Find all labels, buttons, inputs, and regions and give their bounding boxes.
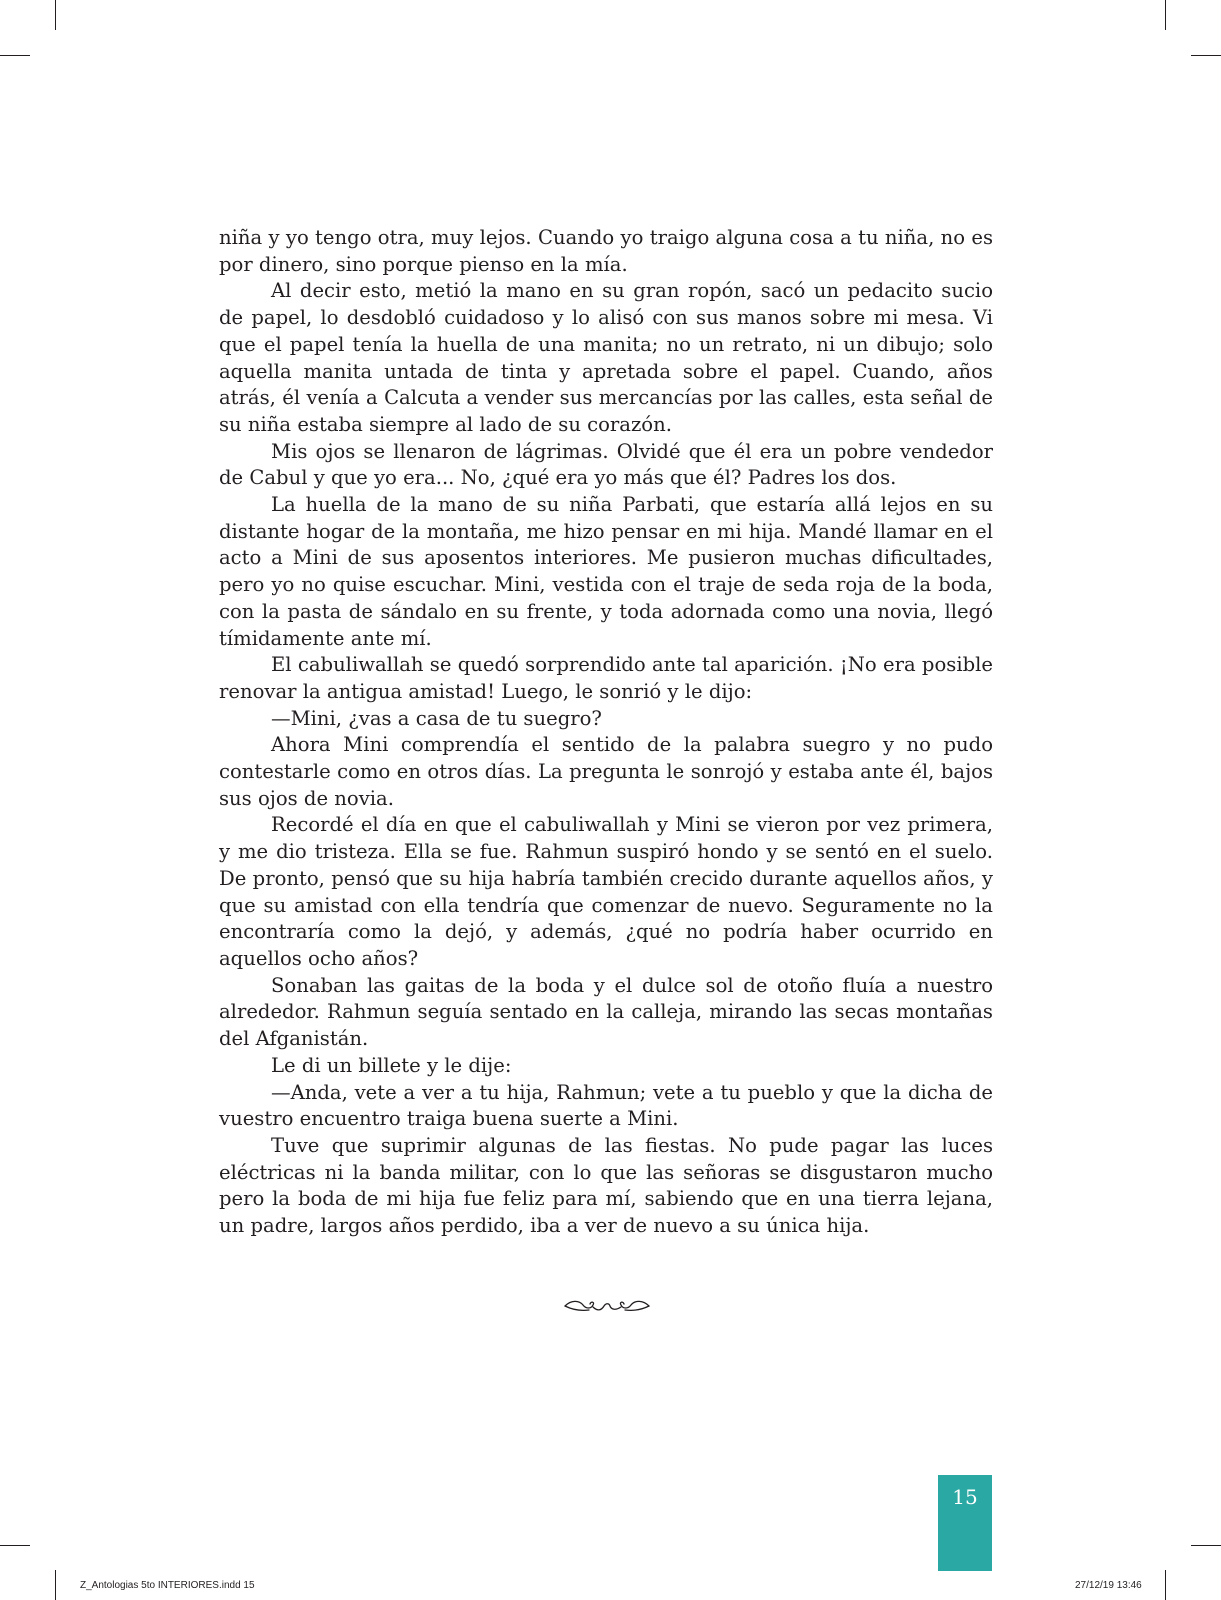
- slug-filename: Z_Antologias 5to INTERIORES.indd 15: [80, 1580, 255, 1591]
- dialogue-line: —Anda, vete a ver a tu hija, Rahmun; vete a tu pueblo y que la dicha de vuestro encuentro traiga buena suerte a Mini.: [219, 1080, 993, 1131]
- paragraph: niña y yo tengo otra, muy lejos. Cuando yo traigo alguna cosa a tu niña, no es por dinero, sino porque pienso en la mía.: [219, 226, 993, 276]
- page-number-tab: [938, 1475, 992, 1571]
- crop-mark-bottom-right-h: [1191, 1545, 1221, 1546]
- body-text: [219, 225, 993, 1240]
- paragraph: Tuve que suprimir algunas de las fiestas. No pude pagar las luces eléctricas ni la banda militar, con lo que las señoras se disgustaron mucho pero la boda de mi hija fue feliz para mí, sabiendo que en una tierra lejana, un padre, largos años perdido, iba a ver de nuevo a su única hija.: [219, 1133, 993, 1238]
- slug-date: 27/12/19 13:46: [1075, 1580, 1142, 1591]
- paragraph: El cabuliwallah se quedó sorprendido ante tal aparición. ¡No era posible renovar la antigua amistad! Luego, le sonrió y le dijo:: [219, 653, 993, 703]
- paragraph: Le di un billete y le dije:: [271, 1053, 512, 1077]
- paragraph: Al decir esto, metió la mano en su gran ropón, sacó un pedacito sucio de papel, lo desdobló cuidadoso y lo alisó con sus manos sobre mi mesa. Vi que el papel tenía la huella de una manita; no un retrato, ni un dibujo; solo aquella manita untada de tinta y apretada sobre el papel. Cuando, años atrás, él venía a Calcuta a vender sus mercancías por las calles, esta señal de su niña estaba siempre al lado de su corazón.: [219, 279, 993, 436]
- crop-mark-top-left-h: [0, 55, 30, 56]
- dialogue-line: —Mini, ¿vas a casa de tu suegro?: [271, 706, 602, 730]
- paragraph: Ahora Mini comprendía el sentido de la palabra suegro y no pudo contestarle como en otros días. La pregunta le sonrojó y estaba ante él, bajos sus ojos de novia.: [219, 733, 993, 810]
- crop-mark-top-right-h: [1191, 55, 1221, 56]
- paragraph: Mis ojos se llenaron de lágrimas. Olvidé que él era un pobre vendedor de Cabul y que yo era... No, ¿qué era yo más que él? Padres los dos.: [219, 439, 993, 490]
- flourish-ornament-icon: [563, 1296, 651, 1316]
- paragraph: Recordé el día en que el cabuliwallah y Mini se vieron por vez primera, y me dio tristeza. Ella se fue. Rahmun suspiró hondo y se sentó en el suelo. De pronto, pensó que su hija habría también crecido durante aquellos años, y que su amistad con ella tendría que comenzar de nuevo. Seguramente no la encontraría como la dejó, y además, ¿qué no podría haber ocurrido en aquellos ocho años?: [219, 813, 993, 970]
- crop-mark-bottom-left-h: [0, 1545, 30, 1546]
- crop-mark-bottom-left: [55, 1570, 56, 1600]
- page-number: 15: [952, 1485, 978, 1509]
- paragraph: Sonaban las gaitas de la boda y el dulce sol de otoño fluía a nuestro alrededor. Rahmun seguía sentado en la calleja, mirando las secas montañas del Afganistán.: [219, 973, 993, 1051]
- crop-mark-top-right: [1165, 0, 1166, 30]
- crop-mark-bottom-right: [1165, 1570, 1166, 1600]
- paragraph: La huella de la mano de su niña Parbati, que estaría allá lejos en su distante hogar de la montaña, me hizo pensar en mi hija. Mandé llamar en el acto a Mini de sus aposentos interiores. Me pusieron muchas dificultades, pero yo no quise escuchar. Mini, vestida con el traje de seda roja de la boda, con la pasta de sándalo en su frente, y toda adornada como una novia, llegó tímidamente ante mí.: [219, 493, 993, 650]
- crop-mark-top-left: [55, 0, 56, 30]
